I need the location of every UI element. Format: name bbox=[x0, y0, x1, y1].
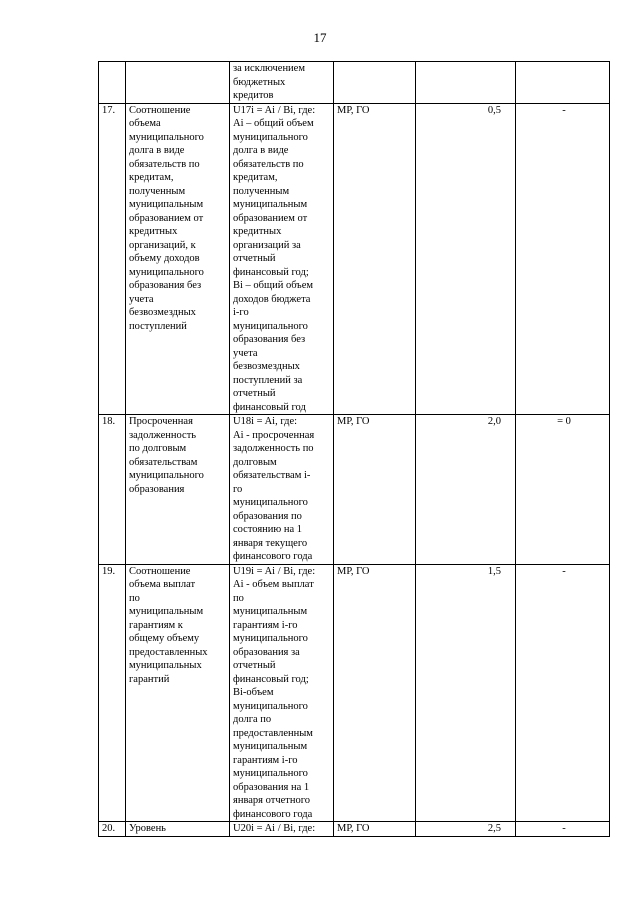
formula-cell-line: января текущего bbox=[233, 537, 308, 549]
formula-cell-line: муниципального bbox=[233, 497, 308, 508]
formula-cell-line: U20i = Ai / Bi, где: bbox=[233, 823, 316, 834]
formula-cell-line: кредитных bbox=[233, 226, 282, 237]
indicator-name-cell-line: муниципальным bbox=[129, 199, 204, 210]
formula-cell-line: i-го bbox=[233, 307, 249, 318]
formula-cell-line: U17i = Ai / Bi, где: bbox=[233, 104, 316, 116]
formula-cell-line: муниципального bbox=[233, 131, 308, 143]
formula-cell bbox=[230, 415, 334, 565]
table-row bbox=[99, 564, 610, 822]
indicator-name-cell-line: Просроченная bbox=[129, 416, 193, 427]
formula-cell-line: муниципальным bbox=[233, 199, 308, 210]
formula-cell-line: задолженность по bbox=[233, 443, 314, 454]
indicator-name-cell-line: муниципального bbox=[129, 131, 204, 143]
indicator-name-cell-line: муниципального bbox=[129, 470, 204, 481]
indicator-name-cell-line: учета bbox=[129, 293, 154, 305]
table-row bbox=[99, 103, 610, 415]
indicator-name-cell bbox=[126, 415, 230, 565]
formula-cell-line: полученным bbox=[233, 185, 290, 197]
formula-cell-line: отчетный bbox=[233, 660, 276, 671]
indicator-name-cell-line: объему доходов bbox=[129, 253, 200, 264]
formula-cell-line: кредитам, bbox=[233, 172, 278, 183]
formula-cell-line: доходов бюджета bbox=[233, 293, 311, 305]
row-number-cell: 17. bbox=[99, 103, 126, 415]
weight-value-cell: 0,5 bbox=[416, 103, 516, 415]
formula-cell-line: обязательств по bbox=[233, 158, 304, 170]
limit-value-cell: - bbox=[516, 564, 610, 822]
formula-cell-line: Bi – общий объем bbox=[233, 280, 314, 291]
indicator-name-cell-line: обязательствам bbox=[129, 456, 198, 468]
level-cell: МР, ГО bbox=[334, 564, 416, 822]
formula-cell-line: Ai - просроченная bbox=[233, 429, 315, 441]
formula-cell-line: отчетный bbox=[233, 388, 276, 399]
indicator-name-cell bbox=[126, 103, 230, 415]
indicator-name-cell-line: кредитных bbox=[129, 226, 178, 237]
formula-cell-line: U19i = Ai / Bi, где: bbox=[233, 565, 316, 577]
formula-cell-line: гарантиям i-го bbox=[233, 619, 298, 631]
formula-cell-line: образования без bbox=[233, 334, 306, 345]
level-cell: МР, ГО bbox=[334, 103, 416, 415]
formula-cell-line: финансового года bbox=[233, 551, 313, 562]
indicator-name-cell-line: общему объему bbox=[129, 633, 200, 644]
formula-cell bbox=[230, 103, 334, 415]
indicator-name-cell-line: полученным bbox=[129, 185, 186, 197]
formula-cell-line: безвозмездных bbox=[233, 361, 300, 372]
level-cell bbox=[334, 62, 416, 104]
table-row bbox=[99, 415, 610, 565]
indicator-name-cell-line: объема выплат bbox=[129, 579, 196, 590]
indicator-name-cell-line: задолженность bbox=[129, 429, 197, 441]
formula-cell-line: января отчетного bbox=[233, 795, 311, 806]
formula-cell-line: образования по bbox=[233, 510, 302, 522]
indicator-name-cell-line: Уровень bbox=[129, 823, 166, 834]
formula-cell-line: по bbox=[233, 592, 244, 604]
formula-cell-line: финансовый год bbox=[233, 401, 306, 413]
indicator-name-cell-line: Соотношение bbox=[129, 104, 191, 116]
formula-cell-line: долговым bbox=[233, 456, 277, 468]
formula-cell-line: U18i = Ai, где: bbox=[233, 416, 298, 427]
formula-cell-line: муниципального bbox=[233, 633, 308, 644]
formula-cell-line: муниципального bbox=[233, 700, 308, 712]
formula-cell-line: кредитов bbox=[233, 90, 274, 101]
criteria-table bbox=[98, 61, 610, 837]
limit-value-cell: - bbox=[516, 822, 610, 837]
formula-cell-line: Bi-объем bbox=[233, 687, 274, 698]
row-number-cell: 20. bbox=[99, 822, 126, 837]
formula-cell-line: за исключением bbox=[233, 63, 305, 74]
formula-cell-line: долга по bbox=[233, 714, 272, 725]
indicator-name-cell-line: предоставленных bbox=[129, 646, 208, 658]
formula-cell-line: поступлений за bbox=[233, 374, 303, 386]
indicator-name-cell-line: гарантий bbox=[129, 673, 170, 685]
formula-cell-line: образованием от bbox=[233, 212, 308, 224]
formula-cell bbox=[230, 822, 334, 837]
formula-cell-line: долга в виде bbox=[233, 145, 289, 156]
formula-cell-line: Ai – общий объем bbox=[233, 118, 314, 129]
formula-cell-line: муниципального bbox=[233, 768, 308, 779]
formula-cell-line: го bbox=[233, 483, 243, 495]
indicator-name-cell-line: Соотношение bbox=[129, 565, 191, 577]
formula-cell-line: муниципального bbox=[233, 320, 308, 332]
indicator-name-cell-line: муниципальным bbox=[129, 606, 204, 617]
formula-cell-line: образования за bbox=[233, 646, 300, 658]
table-row bbox=[99, 822, 610, 837]
formula-cell-line: бюджетных bbox=[233, 76, 286, 88]
formula-cell-line: гарантиям i-го bbox=[233, 754, 298, 766]
formula-cell-line: финансового года bbox=[233, 808, 313, 820]
limit-value-cell: - bbox=[516, 103, 610, 415]
weight-value-cell: 1,5 bbox=[416, 564, 516, 822]
indicator-name-cell-line: образования bbox=[129, 483, 185, 495]
formula-cell-line: финансовый год; bbox=[233, 673, 309, 685]
indicator-name-cell-line: гарантиям к bbox=[129, 619, 183, 631]
formula-cell-line: финансовый год; bbox=[233, 266, 309, 278]
indicator-name-cell-line: образованием от bbox=[129, 212, 204, 224]
indicator-name-cell-line: обязательств по bbox=[129, 158, 200, 170]
indicator-name-cell-line: безвозмездных bbox=[129, 307, 196, 318]
formula-cell bbox=[230, 564, 334, 822]
indicator-name-cell-line: поступлений bbox=[129, 320, 187, 332]
indicator-name-cell-line: долга в виде bbox=[129, 145, 185, 156]
formula-cell-line: отчетный bbox=[233, 253, 276, 264]
formula-cell-line: состоянию на 1 bbox=[233, 524, 303, 535]
row-number-cell bbox=[99, 62, 126, 104]
level-cell: МР, ГО bbox=[334, 415, 416, 565]
level-cell: МР, ГО bbox=[334, 822, 416, 837]
indicator-name-cell-line: организаций, к bbox=[129, 239, 196, 251]
indicator-name-cell-line: по долговым bbox=[129, 443, 187, 454]
indicator-name-cell-line: муниципальных bbox=[129, 660, 202, 671]
formula-cell-line: муниципальным bbox=[233, 606, 308, 617]
indicator-name-cell-line: муниципального bbox=[129, 266, 204, 278]
indicator-name-cell bbox=[126, 564, 230, 822]
indicator-name-cell bbox=[126, 822, 230, 837]
indicator-name-cell-line: кредитам, bbox=[129, 172, 174, 183]
formula-cell-line: обязательствам i- bbox=[233, 470, 311, 481]
indicator-name-cell bbox=[126, 62, 230, 104]
formula-cell-line: предоставленным bbox=[233, 727, 313, 739]
table-row-continuation bbox=[99, 62, 610, 104]
row-number-cell: 18. bbox=[99, 415, 126, 565]
limit-value-cell bbox=[516, 62, 610, 104]
indicator-name-cell-line: образования без bbox=[129, 280, 202, 291]
formula-cell-line: организаций за bbox=[233, 239, 301, 251]
formula-cell-line: учета bbox=[233, 347, 258, 359]
formula-cell-line: образования на 1 bbox=[233, 781, 310, 793]
weight-value-cell: 2,0 bbox=[416, 415, 516, 565]
indicator-name-cell-line: объема bbox=[129, 118, 161, 129]
weight-value-cell: 2,5 bbox=[416, 822, 516, 837]
row-number-cell: 19. bbox=[99, 564, 126, 822]
formula-cell-line: Ai - объем выплат bbox=[233, 579, 314, 590]
weight-value-cell bbox=[416, 62, 516, 104]
indicator-name-cell-line: по bbox=[129, 592, 140, 604]
formula-cell-line: муниципальным bbox=[233, 741, 308, 752]
limit-value-cell: = 0 bbox=[516, 415, 610, 565]
formula-cell bbox=[230, 62, 334, 104]
page-number: 17 bbox=[313, 30, 327, 45]
